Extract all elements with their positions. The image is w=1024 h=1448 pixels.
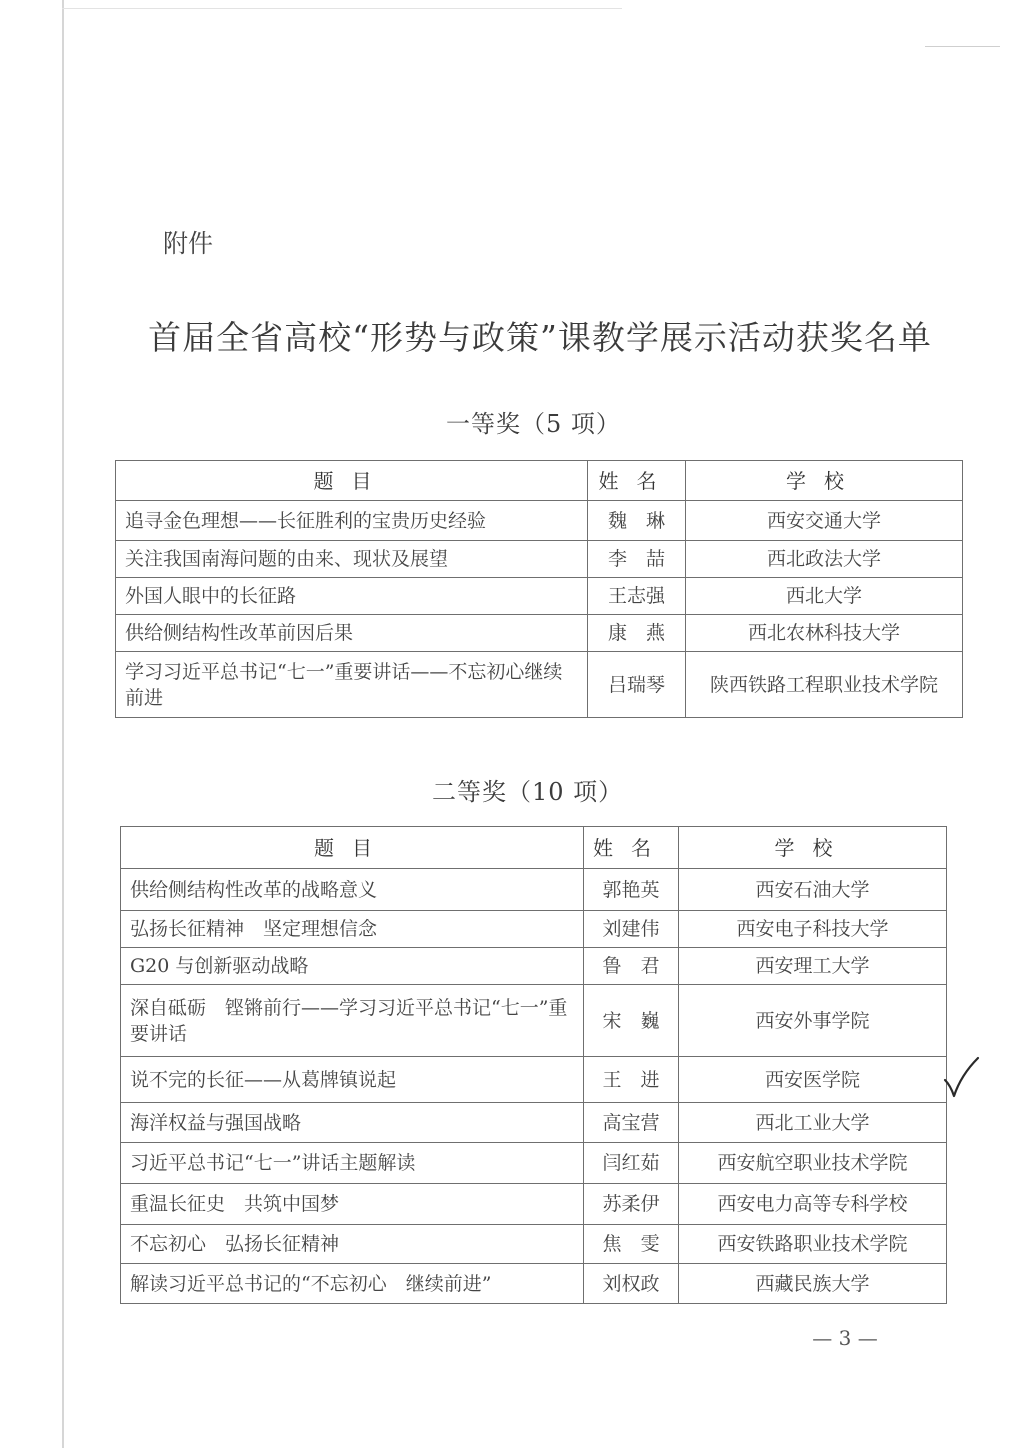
column-header-school: 学校	[679, 827, 947, 869]
name-cell: 高宝营	[584, 1103, 679, 1143]
topic-cell: 外国人眼中的长征路	[116, 578, 588, 615]
table-row	[121, 985, 947, 1057]
topic-cell: 解读习近平总书记的“不忘初心 继续前进”	[121, 1264, 584, 1304]
name-cell: 刘建伟	[584, 911, 679, 948]
school-cell: 西北政法大学	[686, 541, 963, 578]
table-row	[116, 652, 963, 718]
name-cell: 李 喆	[588, 541, 686, 578]
topic-cell: 深自砥砺 铿锵前行——学习习近平总书记“七一”重要讲话	[121, 985, 584, 1057]
name-cell: 鲁 君	[584, 948, 679, 985]
topic-cell: G20 与创新驱动战略	[121, 948, 584, 985]
school-cell: 西藏民族大学	[679, 1264, 947, 1304]
scan-edge-left	[62, 0, 64, 1448]
check-icon	[942, 1056, 980, 1100]
topic-cell: 供给侧结构性改革前因后果	[116, 615, 588, 652]
scan-edge-right	[925, 46, 1000, 47]
school-cell: 西安石油大学	[679, 869, 947, 911]
school-cell: 西安外事学院	[679, 985, 947, 1057]
table-row	[121, 869, 947, 911]
name-cell: 魏 琳	[588, 501, 686, 541]
name-cell: 王志强	[588, 578, 686, 615]
school-cell: 西安电子科技大学	[679, 911, 947, 948]
topic-cell: 供给侧结构性改革的战略意义	[121, 869, 584, 911]
school-cell: 西安电力高等专科学校	[679, 1184, 947, 1225]
name-cell: 刘权政	[584, 1264, 679, 1304]
name-cell: 郭艳英	[584, 869, 679, 911]
table-row	[121, 1143, 947, 1184]
topic-cell: 重温长征史 共筑中国梦	[121, 1184, 584, 1225]
table-row	[121, 1057, 947, 1103]
column-header-topic: 题目	[121, 827, 584, 869]
topic-cell: 追寻金色理想——长征胜利的宝贵历史经验	[116, 501, 588, 541]
first-prize-heading: 一等奖（5 项）	[446, 410, 621, 438]
name-cell: 闫红茹	[584, 1143, 679, 1184]
topic-cell: 弘扬长征精神 坚定理想信念	[121, 911, 584, 948]
topic-cell: 不忘初心 弘扬长征精神	[121, 1225, 584, 1264]
table-row	[116, 501, 963, 541]
school-cell: 西安航空职业技术学院	[679, 1143, 947, 1184]
column-header-name: 姓名	[584, 827, 679, 869]
table-row	[116, 541, 963, 578]
name-cell: 苏柔伊	[584, 1184, 679, 1225]
school-cell: 陕西铁路工程职业技术学院	[686, 652, 963, 718]
school-cell: 西安医学院	[679, 1057, 947, 1103]
table-header-row	[116, 461, 963, 501]
table-row	[121, 911, 947, 948]
topic-cell: 说不完的长征——从葛牌镇说起	[121, 1057, 584, 1103]
table-header-row	[121, 827, 947, 869]
document-title: 首届全省高校“形势与政策”课教学展示活动获奖名单	[148, 318, 932, 357]
attachment-label: 附件	[163, 229, 214, 258]
name-cell: 康 燕	[588, 615, 686, 652]
first-prize-table	[115, 460, 963, 718]
school-cell: 西安铁路职业技术学院	[679, 1225, 947, 1264]
table-row	[116, 578, 963, 615]
name-cell: 宋 巍	[584, 985, 679, 1057]
table-row	[121, 1264, 947, 1304]
name-cell: 焦 雯	[584, 1225, 679, 1264]
table-row	[116, 615, 963, 652]
name-cell: 吕瑞琴	[588, 652, 686, 718]
page-number: — 3 —	[812, 1326, 878, 1350]
school-cell: 西北农林科技大学	[686, 615, 963, 652]
column-header-name: 姓名	[588, 461, 686, 501]
second-prize-table	[120, 826, 947, 1304]
table-row	[121, 948, 947, 985]
topic-cell: 学习习近平总书记“七一”重要讲话——不忘初心继续前进	[116, 652, 588, 718]
scan-edge-top	[62, 8, 622, 9]
school-cell: 西北大学	[686, 578, 963, 615]
school-cell: 西安理工大学	[679, 948, 947, 985]
topic-cell: 关注我国南海问题的由来、现状及展望	[116, 541, 588, 578]
second-prize-heading: 二等奖（10 项）	[432, 778, 624, 806]
table-row	[121, 1103, 947, 1143]
table-row	[121, 1225, 947, 1264]
name-cell: 王 进	[584, 1057, 679, 1103]
table-row	[121, 1184, 947, 1225]
school-cell: 西安交通大学	[686, 501, 963, 541]
topic-cell: 习近平总书记“七一”讲话主题解读	[121, 1143, 584, 1184]
column-header-topic: 题目	[116, 461, 588, 501]
topic-cell: 海洋权益与强国战略	[121, 1103, 584, 1143]
column-header-school: 学校	[686, 461, 963, 501]
school-cell: 西北工业大学	[679, 1103, 947, 1143]
